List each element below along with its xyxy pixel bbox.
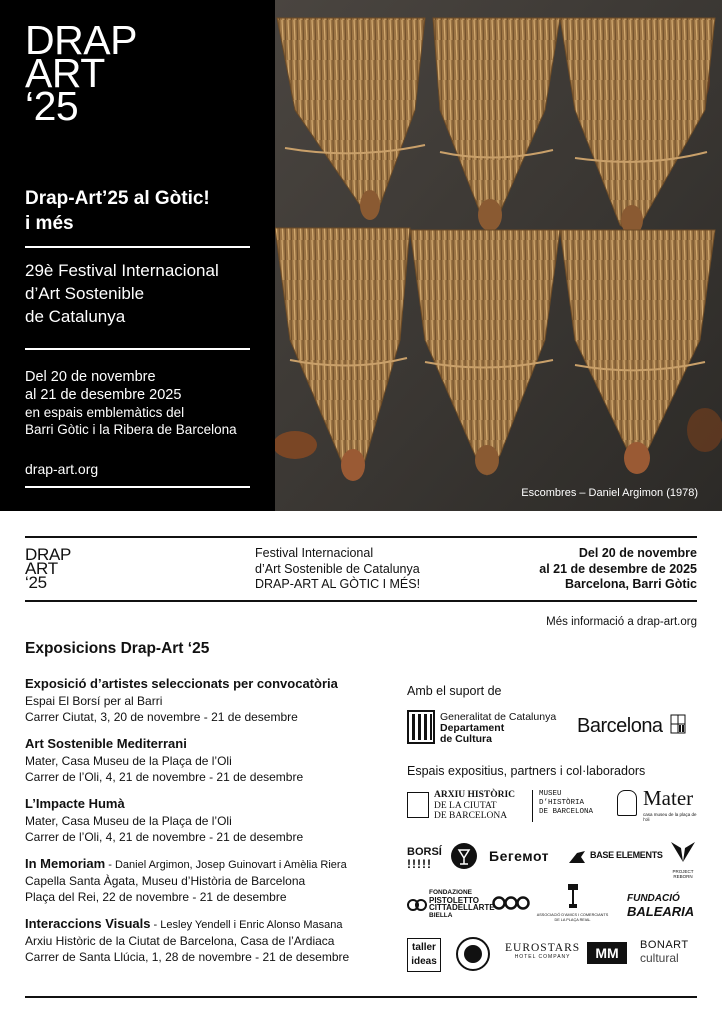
arxiu-historic-logo [407,790,525,822]
logo-line: ‘25 [25,83,79,129]
fundacio-balearia-logo [627,892,694,918]
eurostars-logo [505,942,580,960]
exhibition-title: L’Impacte Humà [25,796,125,811]
begemot-logo: Бегемот [489,848,550,864]
festival-description [255,546,420,593]
eurostars-wordmark: EUROSTARS [505,942,581,954]
gencat-line: Departament [440,722,505,734]
taller-line: taller [412,942,436,953]
artwork-caption: Escombres – Daniel Argimon (1978) [521,487,698,499]
divider [25,348,250,350]
mater-emblem-icon [617,790,637,816]
third-paradise-icon [492,895,530,916]
exhibition-address: Carrer de Santa Llúcia, 1, 28 de novembre - 21 de desembre [25,950,350,964]
arxiu-line: DE BARCELONA [434,811,508,821]
festival-dates [539,546,697,593]
gencat-line: Generalitat de Catalunya [440,711,557,723]
balearia-line: FUNDACIÓ [627,893,680,904]
exhibition-address: Carrer Ciutat, 3, 20 de novembre - 21 de desembre [25,710,298,724]
bonart-line: BONART [640,939,689,951]
logo-line: DRAP [25,17,137,63]
exhibition-venue: Arxiu Històric de la Ciutat de Barcelona, Casa de l’Ardiaca [25,934,335,948]
butterfly-icon [668,840,698,864]
exhibition-item [25,796,385,845]
drap-art-logo-small [25,545,72,592]
mater-subtitle: casa museu de la plaça de l’oli [643,812,697,822]
mm-logo: MM [587,942,627,964]
support-heading: Amb el suport de [407,684,502,698]
logo-line: DRAP [25,545,72,564]
pistoletto-line: FONDAZIONE [429,889,472,896]
exhibition-venue: Capella Santa Àgata, Museu d’Història de Barcelona [25,874,306,888]
exhibition-address: Carrer de l’Oli, 4, 21 de novembre - 21 de desembre [25,770,304,784]
museu-line: D’HISTÒRIA [539,799,585,807]
placa-reial-logo [535,884,610,922]
exhibition-item [25,856,385,905]
hero-info-panel [0,0,275,511]
description-line: DRAP-ART AL GÒTIC I MÉS! [255,577,421,591]
museu-line: MUSEU [539,790,562,798]
brooms-illustration [275,0,722,511]
exhibition-title: Art Sostenible Mediterrani [25,736,187,751]
bottom-divider [25,996,697,998]
date-line: al 21 de desembre de 2025 [539,561,697,576]
hero-title [25,186,255,236]
more-info-link[interactable]: Més informació a drap-art.org [546,616,697,628]
logo-line: ART [25,50,105,96]
arxiu-emblem-icon [407,792,429,818]
exhibition-title: Exposició d’artistes seleccionats per convocatòria [25,676,338,691]
pistoletto-line: PISTOLETTO [429,895,479,905]
venue-line: en espais emblemàtics del [25,405,185,420]
exhibition-item [25,676,385,725]
eurostars-subtitle: HOTEL COMPANY [514,954,571,960]
spaces-heading: Espais expositius, partners i col·laboradors [407,764,646,778]
pistoletto-logo [407,889,502,921]
divider [25,246,250,248]
title-line: i més [25,213,74,234]
date-line: Del 20 de novembre [578,546,697,560]
arxiu-line: DE LA CIUTAT [434,800,497,811]
museu-line: DE BARCELONA [539,808,594,816]
borsi-wordmark: BORSÍ [407,846,442,858]
logo-line: ‘25 [25,573,47,592]
lamppost-icon [565,884,581,908]
title-line: Drap-Art’25 al Gòtic! [25,188,210,209]
infinity-mark-icon [407,895,427,915]
exhibition-artists: - Lesley Yendell i Enric Alonso Masana [150,919,343,931]
pistoletto-line: CITTADELLARTE [429,903,495,912]
barcelona-shield-icon [670,714,686,734]
exhibitions-heading: Exposicions Drap-Art ‘25 [25,640,210,657]
exhibitions-list [25,676,385,976]
website-link[interactable]: drap-art.org [25,461,99,477]
pistoletto-line: BIELLA [429,911,453,919]
hero-dates [25,368,270,438]
exhibition-address: Plaça del Rei, 22 de novembre - 21 de desembre [25,890,287,904]
description-line: Festival Internacional [255,546,374,560]
exhibition-artists: - Daniel Argimon, Josep Guinovart i Amèlia Riera [105,859,347,871]
gencat-line: de Cultura [440,733,492,745]
bird-icon [567,847,587,867]
exhibition-venue: Espai El Borsí per al Barri [25,694,163,708]
location-line: Barcelona, Barri Gòtic [565,577,697,591]
subtitle-line: 29è Festival Internacional [25,261,219,280]
exhibition-item [25,916,385,965]
exhibition-title: In Memoriam [25,856,106,871]
hero-section [0,0,722,511]
drap-art-logo [25,17,137,129]
taller-ideas-logo [407,938,441,972]
exhibition-venue: Mater, Casa Museu de la Plaça de l’Oli [25,814,232,828]
exhibition-item [25,736,385,785]
divider [25,486,250,488]
arxiu-line: ARXIU HISTÒRIC [434,790,516,800]
base-elements-logo [567,847,663,867]
logo-line: ART [25,559,58,578]
bonart-logo [640,939,689,965]
artwork-photo [275,0,722,511]
exhibition-title: Interaccions Visuals [25,916,151,931]
subtitle-line: d’Art Sostenible [25,284,145,303]
date-line: Del 20 de novembre [25,369,156,385]
base-elements-wordmark: BASE ELEMENTS [590,850,663,860]
hero-subtitle [25,259,265,328]
museu-historia-logo [532,790,593,822]
mater-logo [617,788,702,822]
venue-line: Barri Gòtic i la Ribera de Barcelona [25,422,237,437]
project-reborn-logo [665,840,701,879]
balearia-line: BALEARIA [627,904,695,919]
vermut-puigmal-badge-icon [455,936,491,977]
exhibition-venue: Mater, Casa Museu de la Plaça de l’Oli [25,754,232,768]
description-line: d’Art Sostenible de Catalunya [255,561,420,576]
taller-line: ideas [411,956,437,967]
barcelona-logo [577,714,686,738]
bonart-line: cultural [640,951,679,965]
barcelona-wordmark: Barcelona [577,715,663,737]
subtitle-line: de Catalunya [25,307,126,326]
date-line: al 21 de desembre 2025 [25,387,182,403]
senyera-icon [407,710,435,744]
project-reborn-wordmark: PROJECT REBORN [672,869,694,879]
mater-wordmark: Mater [643,786,694,810]
vermut-badge-icon [449,840,479,872]
info-bar [25,536,697,602]
exhibition-address: Carrer de l’Oli, 4, 21 de novembre - 21 de desembre [25,830,304,844]
generalitat-logo [407,710,562,746]
borsi-logo: BORSÍ !!!!! [407,846,442,871]
placa-reial-wordmark: ASSOCIACIÓ D’AMICS I COMERCIANTS DE LA PLAÇA REIAL [536,913,609,922]
